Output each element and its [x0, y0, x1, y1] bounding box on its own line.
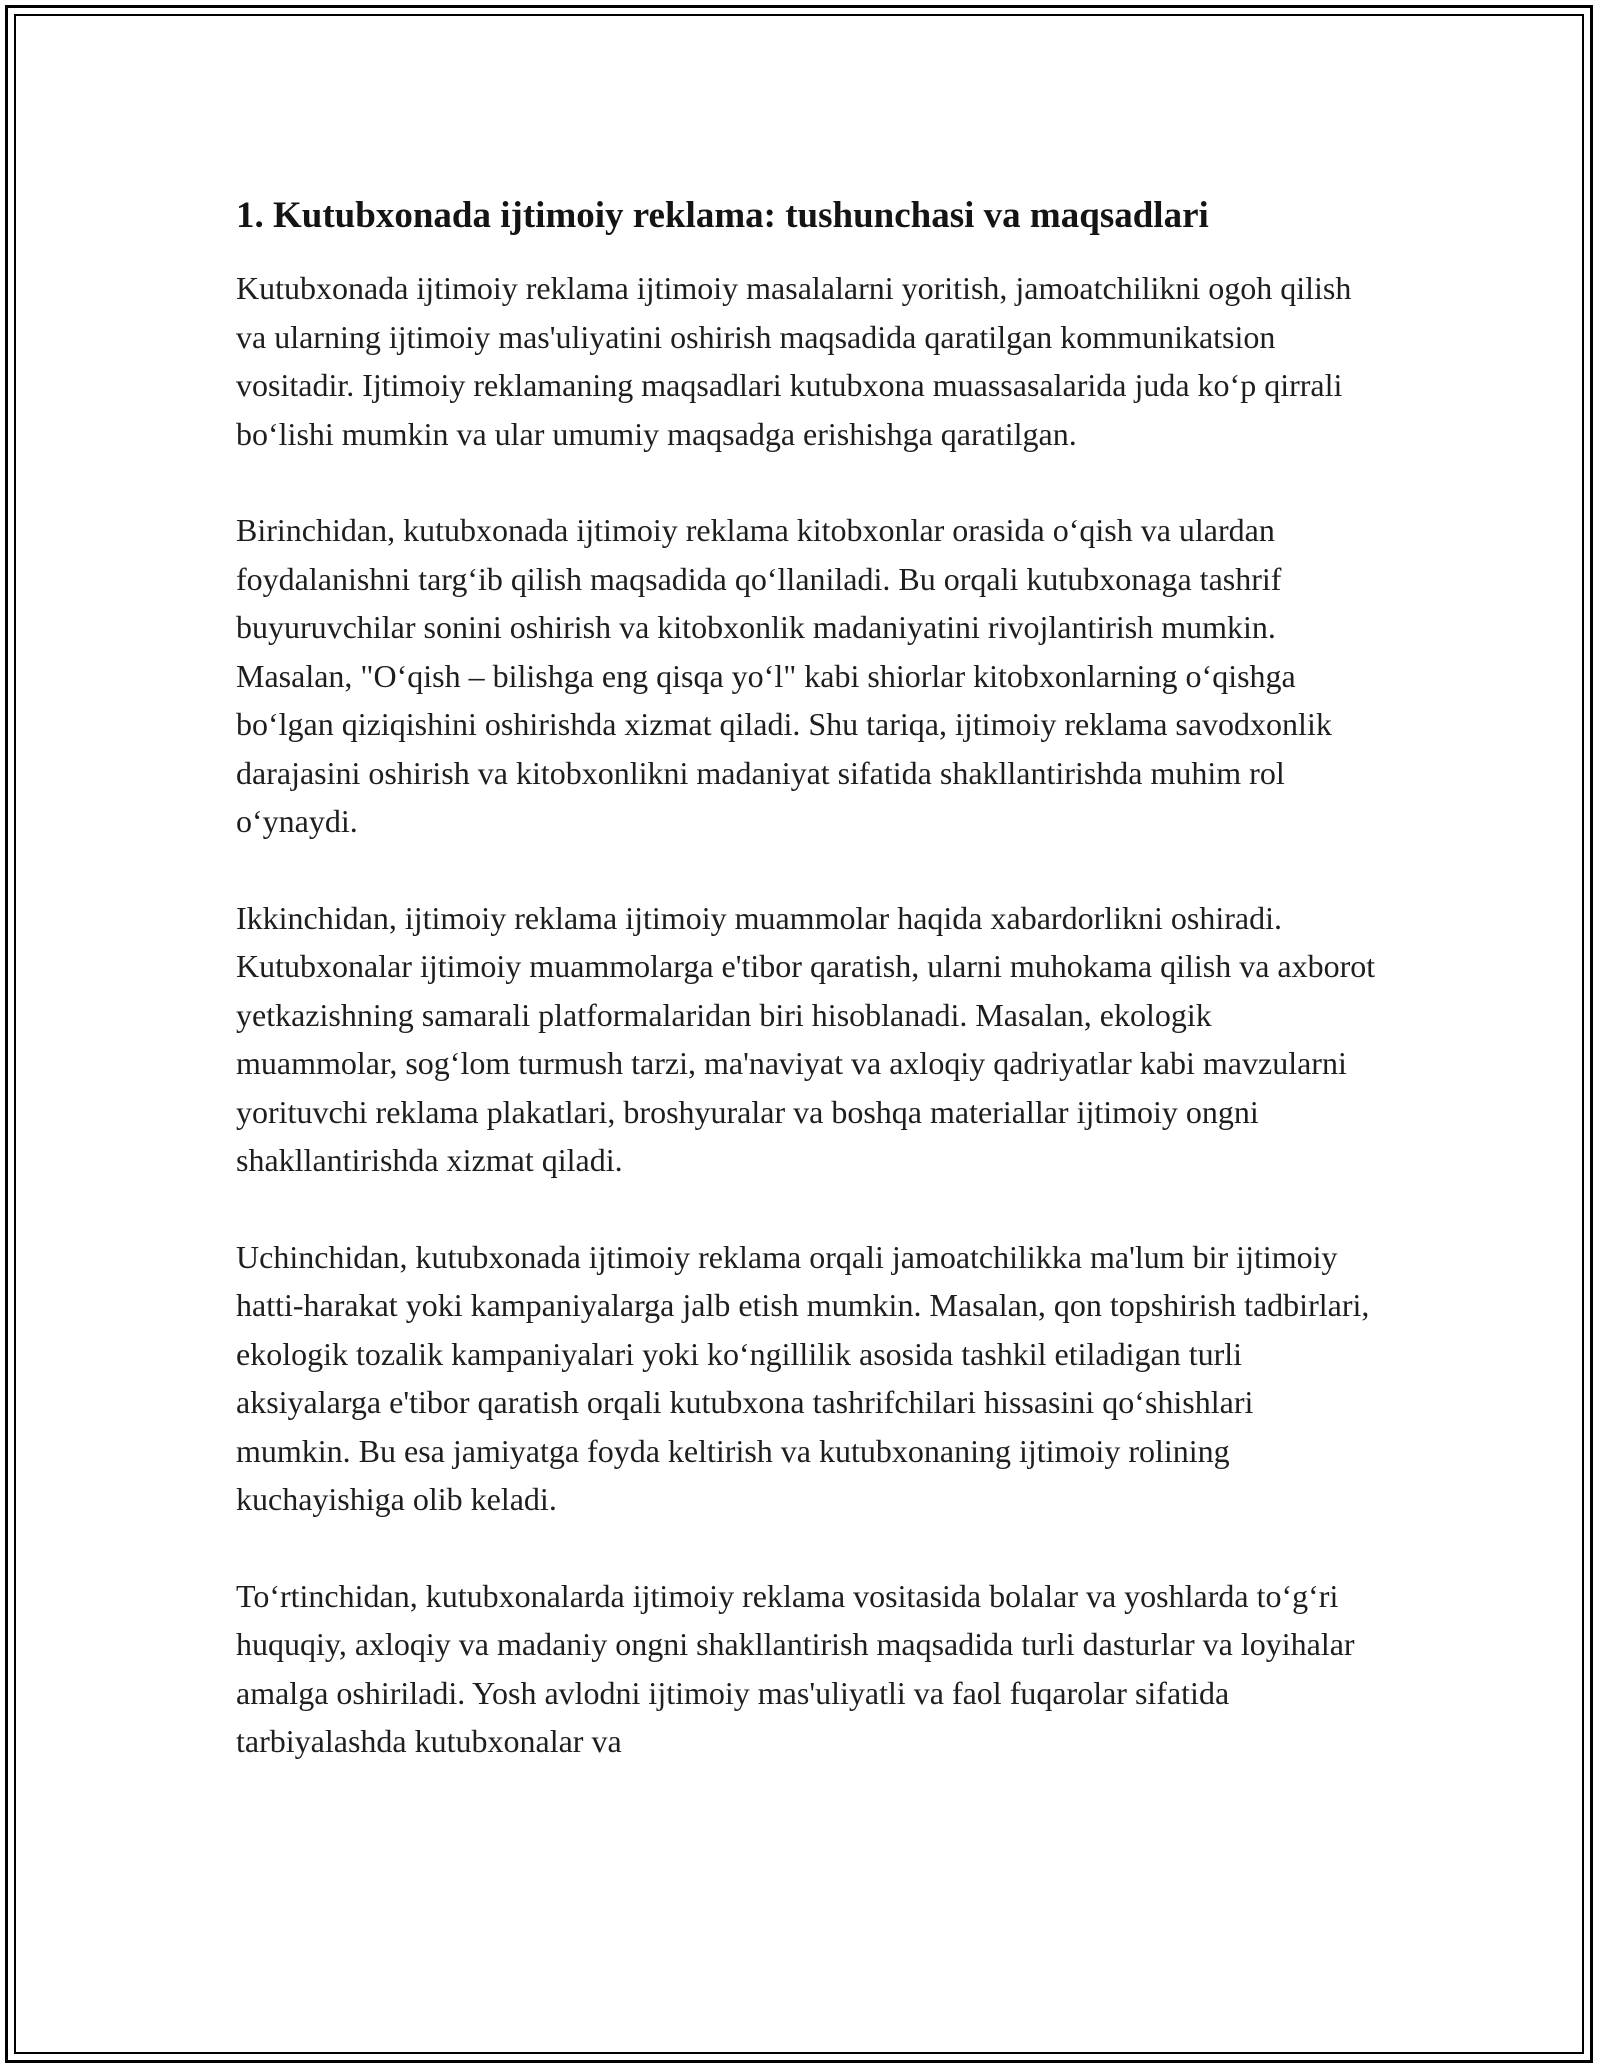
paragraph-first: Birinchidan, kutubxonada ijtimoiy reklama kitobxonlar orasida o‘qish va ulardan foydalanishni targ‘ib qilish maqsadida qo‘llaniladi. Bu orqali kutubxonaga tashrif buyuruvchilar sonini oshirish va kitobxonlik madaniyatini rivojlantirish mumkin. Masalan, "O‘qish – bilishga eng qisqa yo‘l" kabi shiorlar kitobxonlarning o‘qishga bo‘lgan qiziqishini oshirishda xizmat qiladi. Shu tariqa, ijtimoiy reklama savodxonlik darajasini oshirish va kitobxonlikni madaniyat sifatida shakllantirishda muhim rol o‘ynaydi. — [236, 512, 1332, 839]
paragraph-third: Uchinchidan, kutubxonada ijtimoiy reklama orqali jamoatchilikka ma'lum bir ijtimoiy hatti-harakat yoki kampaniyalarga jalb etish mumkin. Masalan, qon topshirish tadbirlari, ekologik tozalik kampaniyalari yoki ko‘ngillilik asosida tashkil etiladigan turli aksiyalarga e'tibor qaratish orqali kutubxona tashrifchilari hissasini qo‘shishlari mumkin. Bu esa jamiyatga foyda keltirish va kutubxonaning ijtimoiy rolining kuchayishiga olib keladi. — [236, 1238, 1370, 1517]
paragraph-second: Ikkinchidan, ijtimoiy reklama ijtimoiy muammolar haqida xabardorlikni oshiradi. Kutubxonalar ijtimoiy muammolarga e'tibor qaratish, ularni muhokama qilish va axborot yetkazishning samarali platformalaridan biri hisoblanadi. Masalan, ekologik muammolar, sog‘lom turmush tarzi, ma'naviyat va axloqiy qadriyatlar kabi mavzularni yorituvchi reklama plakatlari, broshyuralar va boshqa materiallar ijtimoiy ongni shakllantirishda xizmat qiladi. — [236, 899, 1376, 1178]
paragraph-fourth: To‘rtinchidan, kutubxonalarda ijtimoiy reklama vositasida bolalar va yoshlarda to‘g‘ri huquqiy, axloqiy va madaniy ongni shakllantirish maqsadida turli dasturlar va loyihalar amalga oshiriladi. Yosh avlodni ijtimoiy mas'uliyatli va faol fuqarolar sifatida tarbiyalashda kutubxonalar va — [236, 1577, 1355, 1759]
paragraph-intro: Kutubxonada ijtimoiy reklama ijtimoiy masalalarni yoritish, jamoatchilikni ogoh qilish va ularning ijtimoiy mas'uliyatini oshirish maqsadida qaratilgan kommunikatsion vositadir. Ijtimoiy reklamaning maqsadlari kutubxona muassasalarida juda ko‘p qirrali bo‘lishi mumkin va ular umumiy maqsadga erishishga qaratilgan. — [236, 270, 1352, 452]
document-body — [236, 188, 1376, 1814]
section-heading: 1. Kutubxonada ijtimoiy reklama: tushunchasi va maqsadlari — [236, 195, 1209, 236]
